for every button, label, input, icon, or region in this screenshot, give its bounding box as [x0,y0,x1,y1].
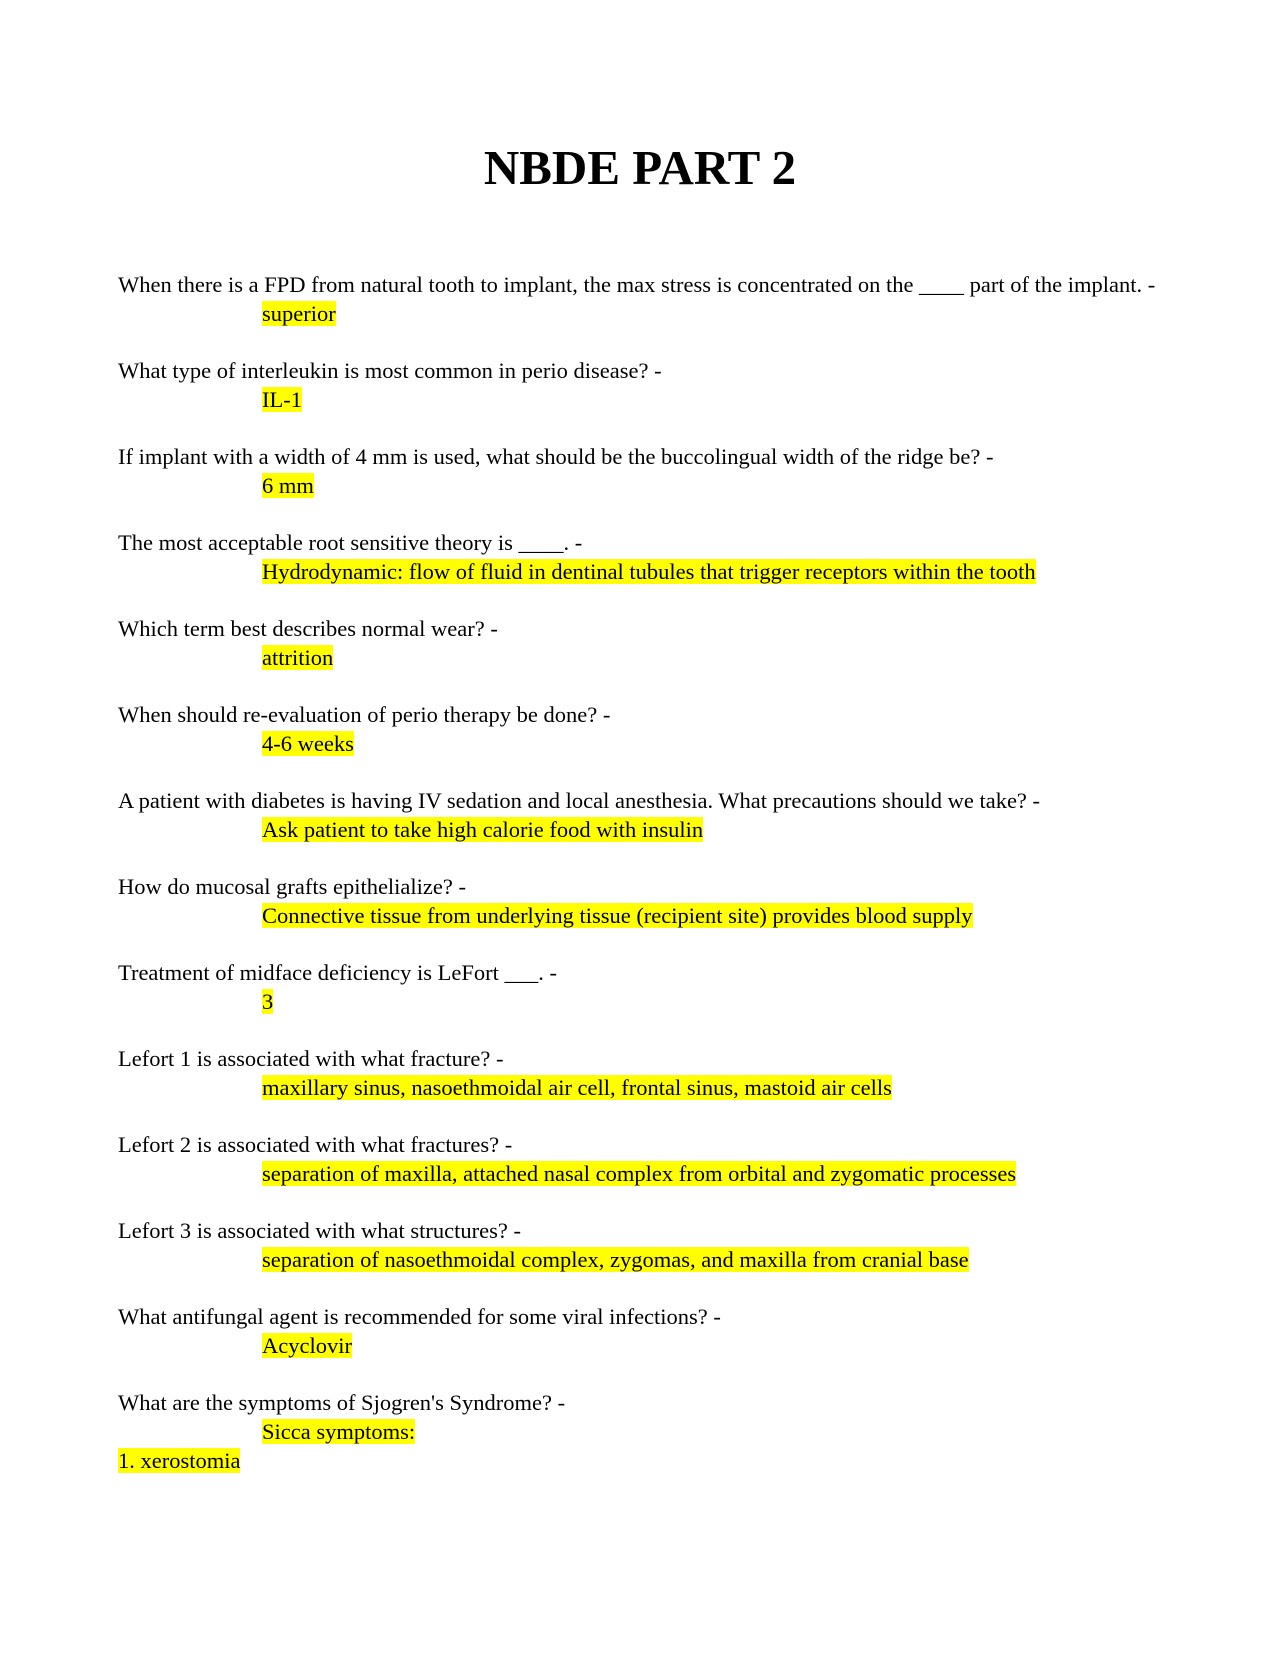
answer-text: 4-6 weeks [262,731,354,756]
qa-item [118,614,1158,672]
qa-item [118,958,1158,1016]
qa-item [118,1044,1158,1102]
answer-text: Connective tissue from underlying tissue (recipient site) provides blood supply [262,903,973,928]
qa-item [118,872,1158,930]
answer-text: Ask patient to take high calorie food with insulin [262,817,704,842]
answer-text: attrition [262,645,334,670]
answer [118,901,1158,930]
question: The most acceptable root sensitive theory is ____. - [118,530,583,555]
answer [118,385,1158,414]
qa-item [118,786,1158,844]
answer-continuation [118,1446,1158,1475]
qa-item [118,700,1158,758]
qa-list [118,270,1158,1503]
answer-text: superior [262,301,336,326]
page-title: NBDE PART 2 [483,140,797,195]
answer [118,299,1158,328]
question: Lefort 3 is associated with what structures? - [118,1218,522,1243]
question: How do mucosal grafts epithelialize? - [118,874,467,899]
question: What are the symptoms of Sjogren's Syndrome? - [118,1390,566,1415]
answer [118,1073,1158,1102]
answer [118,1159,1158,1188]
question: Lefort 1 is associated with what fracture? - [118,1046,504,1071]
question: What type of interleukin is most common in perio disease? - [118,358,662,383]
answer-text: 3 [262,989,274,1014]
answer [118,815,1158,844]
question: Treatment of midface deficiency is LeFort ___. - [118,960,558,985]
qa-item [118,1388,1158,1475]
qa-item [118,528,1158,586]
qa-item [118,1130,1158,1188]
answer [118,471,1158,500]
answer [118,1417,1158,1446]
answer-text: separation of maxilla, attached nasal complex from orbital and zygomatic processes [262,1161,1017,1186]
answer-text: IL-1 [262,387,302,412]
answer [118,1245,1158,1274]
qa-item [118,356,1158,414]
answer [118,1331,1158,1360]
question: Lefort 2 is associated with what fractures? - [118,1132,513,1157]
answer-text: maxillary sinus, nasoethmoidal air cell, frontal sinus, mastoid air cells [262,1075,892,1100]
answer-text: Hydrodynamic: flow of fluid in dentinal tubules that trigger receptors within the tooth [262,559,1036,584]
qa-item [118,1302,1158,1360]
question: Which term best describes normal wear? - [118,616,498,641]
question: What antifungal agent is recommended for some viral infections? - [118,1304,721,1329]
answer-text: 6 mm [262,473,314,498]
answer [118,987,1158,1016]
question: A patient with diabetes is having IV sedation and local anesthesia. What precautions should we take? - [118,788,1041,813]
qa-item [118,442,1158,500]
qa-item [118,270,1158,328]
question: When should re-evaluation of perio therapy be done? - [118,702,611,727]
answer [118,557,1158,586]
question: If implant with a width of 4 mm is used, what should be the buccolingual width of the ridge be? - [118,444,994,469]
question: When there is a FPD from natural tooth to implant, the max stress is concentrated on the ____ part of the implant. - [118,272,1156,297]
answer-text: Acyclovir [262,1333,352,1358]
answer-text: separation of nasoethmoidal complex, zygomas, and maxilla from cranial base [262,1247,969,1272]
answer [118,729,1158,758]
answer-text: 1. xerostomia [118,1448,241,1473]
answer-text: Sicca symptoms: [262,1419,416,1444]
answer [118,643,1158,672]
qa-item [118,1216,1158,1274]
